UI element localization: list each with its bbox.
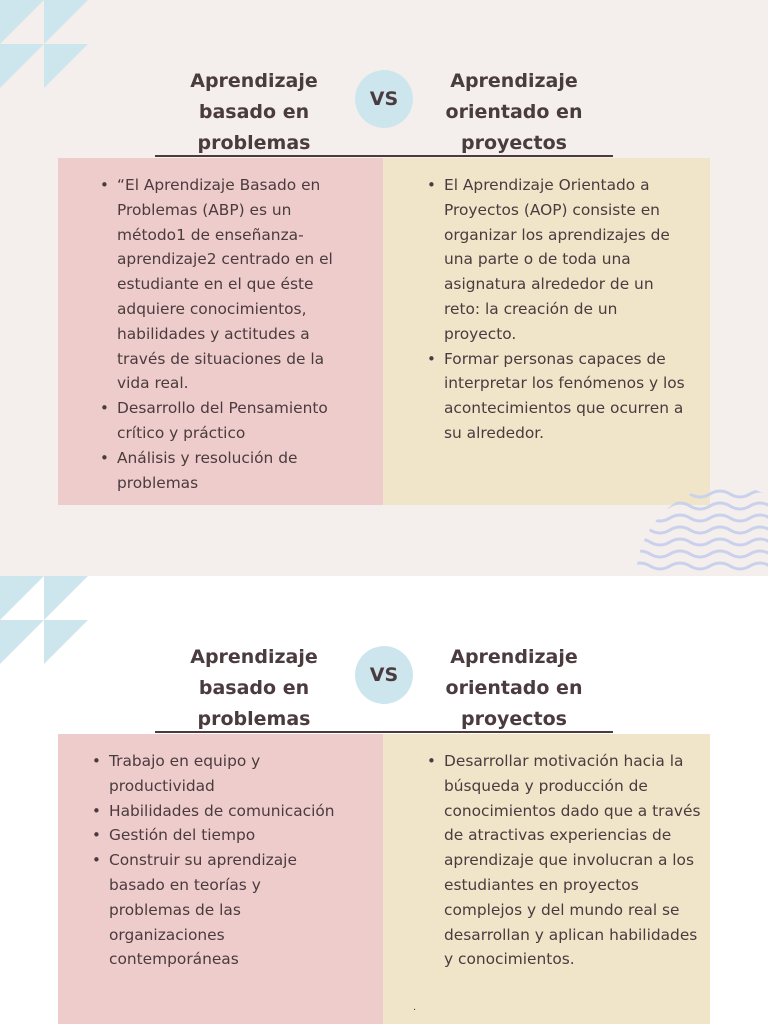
triangle-pattern-decoration-icon: [0, 0, 88, 88]
title-underline: [155, 731, 613, 733]
left-column-title: Aprendizaje basado en problemas: [190, 646, 318, 730]
list-item: • Gestión del tiempo: [109, 823, 359, 848]
right-bullet-list: [444, 749, 702, 972]
title-underline: [155, 155, 613, 157]
list-item: • Desarrollo del Pensamiento crítico y práctico: [117, 396, 357, 446]
right-bullet-list: [444, 173, 692, 446]
right-column-title: Aprendizaje orientado en proyectos: [445, 646, 583, 730]
list-item: • El Aprendizaje Orientado a Proyectos (AOP) consiste en organizar los aprendizajes de una parte o de toda una asignatura alrededor de un reto: la creación de un proyecto.: [444, 173, 692, 347]
trailing-mark: .: [413, 1002, 417, 1013]
list-item: • Habilidades de comunicación: [109, 799, 359, 824]
vs-badge: VS: [355, 70, 413, 128]
triangle-pattern-decoration-icon: [0, 576, 88, 664]
list-item: • Construir su aprendizaje basado en teorías y problemas de las organizaciones contemporáneas: [109, 848, 299, 972]
list-item: • Análisis y resolución de problemas: [117, 446, 357, 496]
left-bullet-list: [117, 173, 357, 495]
right-column-title: Aprendizaje orientado en proyectos: [445, 70, 583, 154]
left-column-title: Aprendizaje basado en problemas: [190, 70, 318, 154]
slide-2: [0, 576, 768, 1024]
wave-pattern-decoration-icon: [630, 486, 768, 576]
list-item: • “El Aprendizaje Basado en Problemas (ABP) es un método1 de enseñanza-aprendizaje2 centrado en el estudiante en el que éste adquiere conocimientos, habilidades y actitudes a través de situaciones de la vida real.: [117, 173, 357, 396]
list-item: • Trabajo en equipo y productividad: [109, 749, 309, 799]
left-bullet-list: [109, 749, 359, 972]
vs-badge: VS: [355, 646, 413, 704]
list-item: • Desarrollar motivación hacia la búsqueda y producción de conocimientos dado que a través de atractivas experiencias de aprendizaje que involucran a los estudiantes en proyectos complejos y del mundo real se desarrollan y aplican habilidades y conocimientos.: [444, 749, 702, 972]
list-item: • Formar personas capaces de interpretar los fenómenos y los acontecimientos que ocurren a su alrededor.: [444, 347, 692, 446]
